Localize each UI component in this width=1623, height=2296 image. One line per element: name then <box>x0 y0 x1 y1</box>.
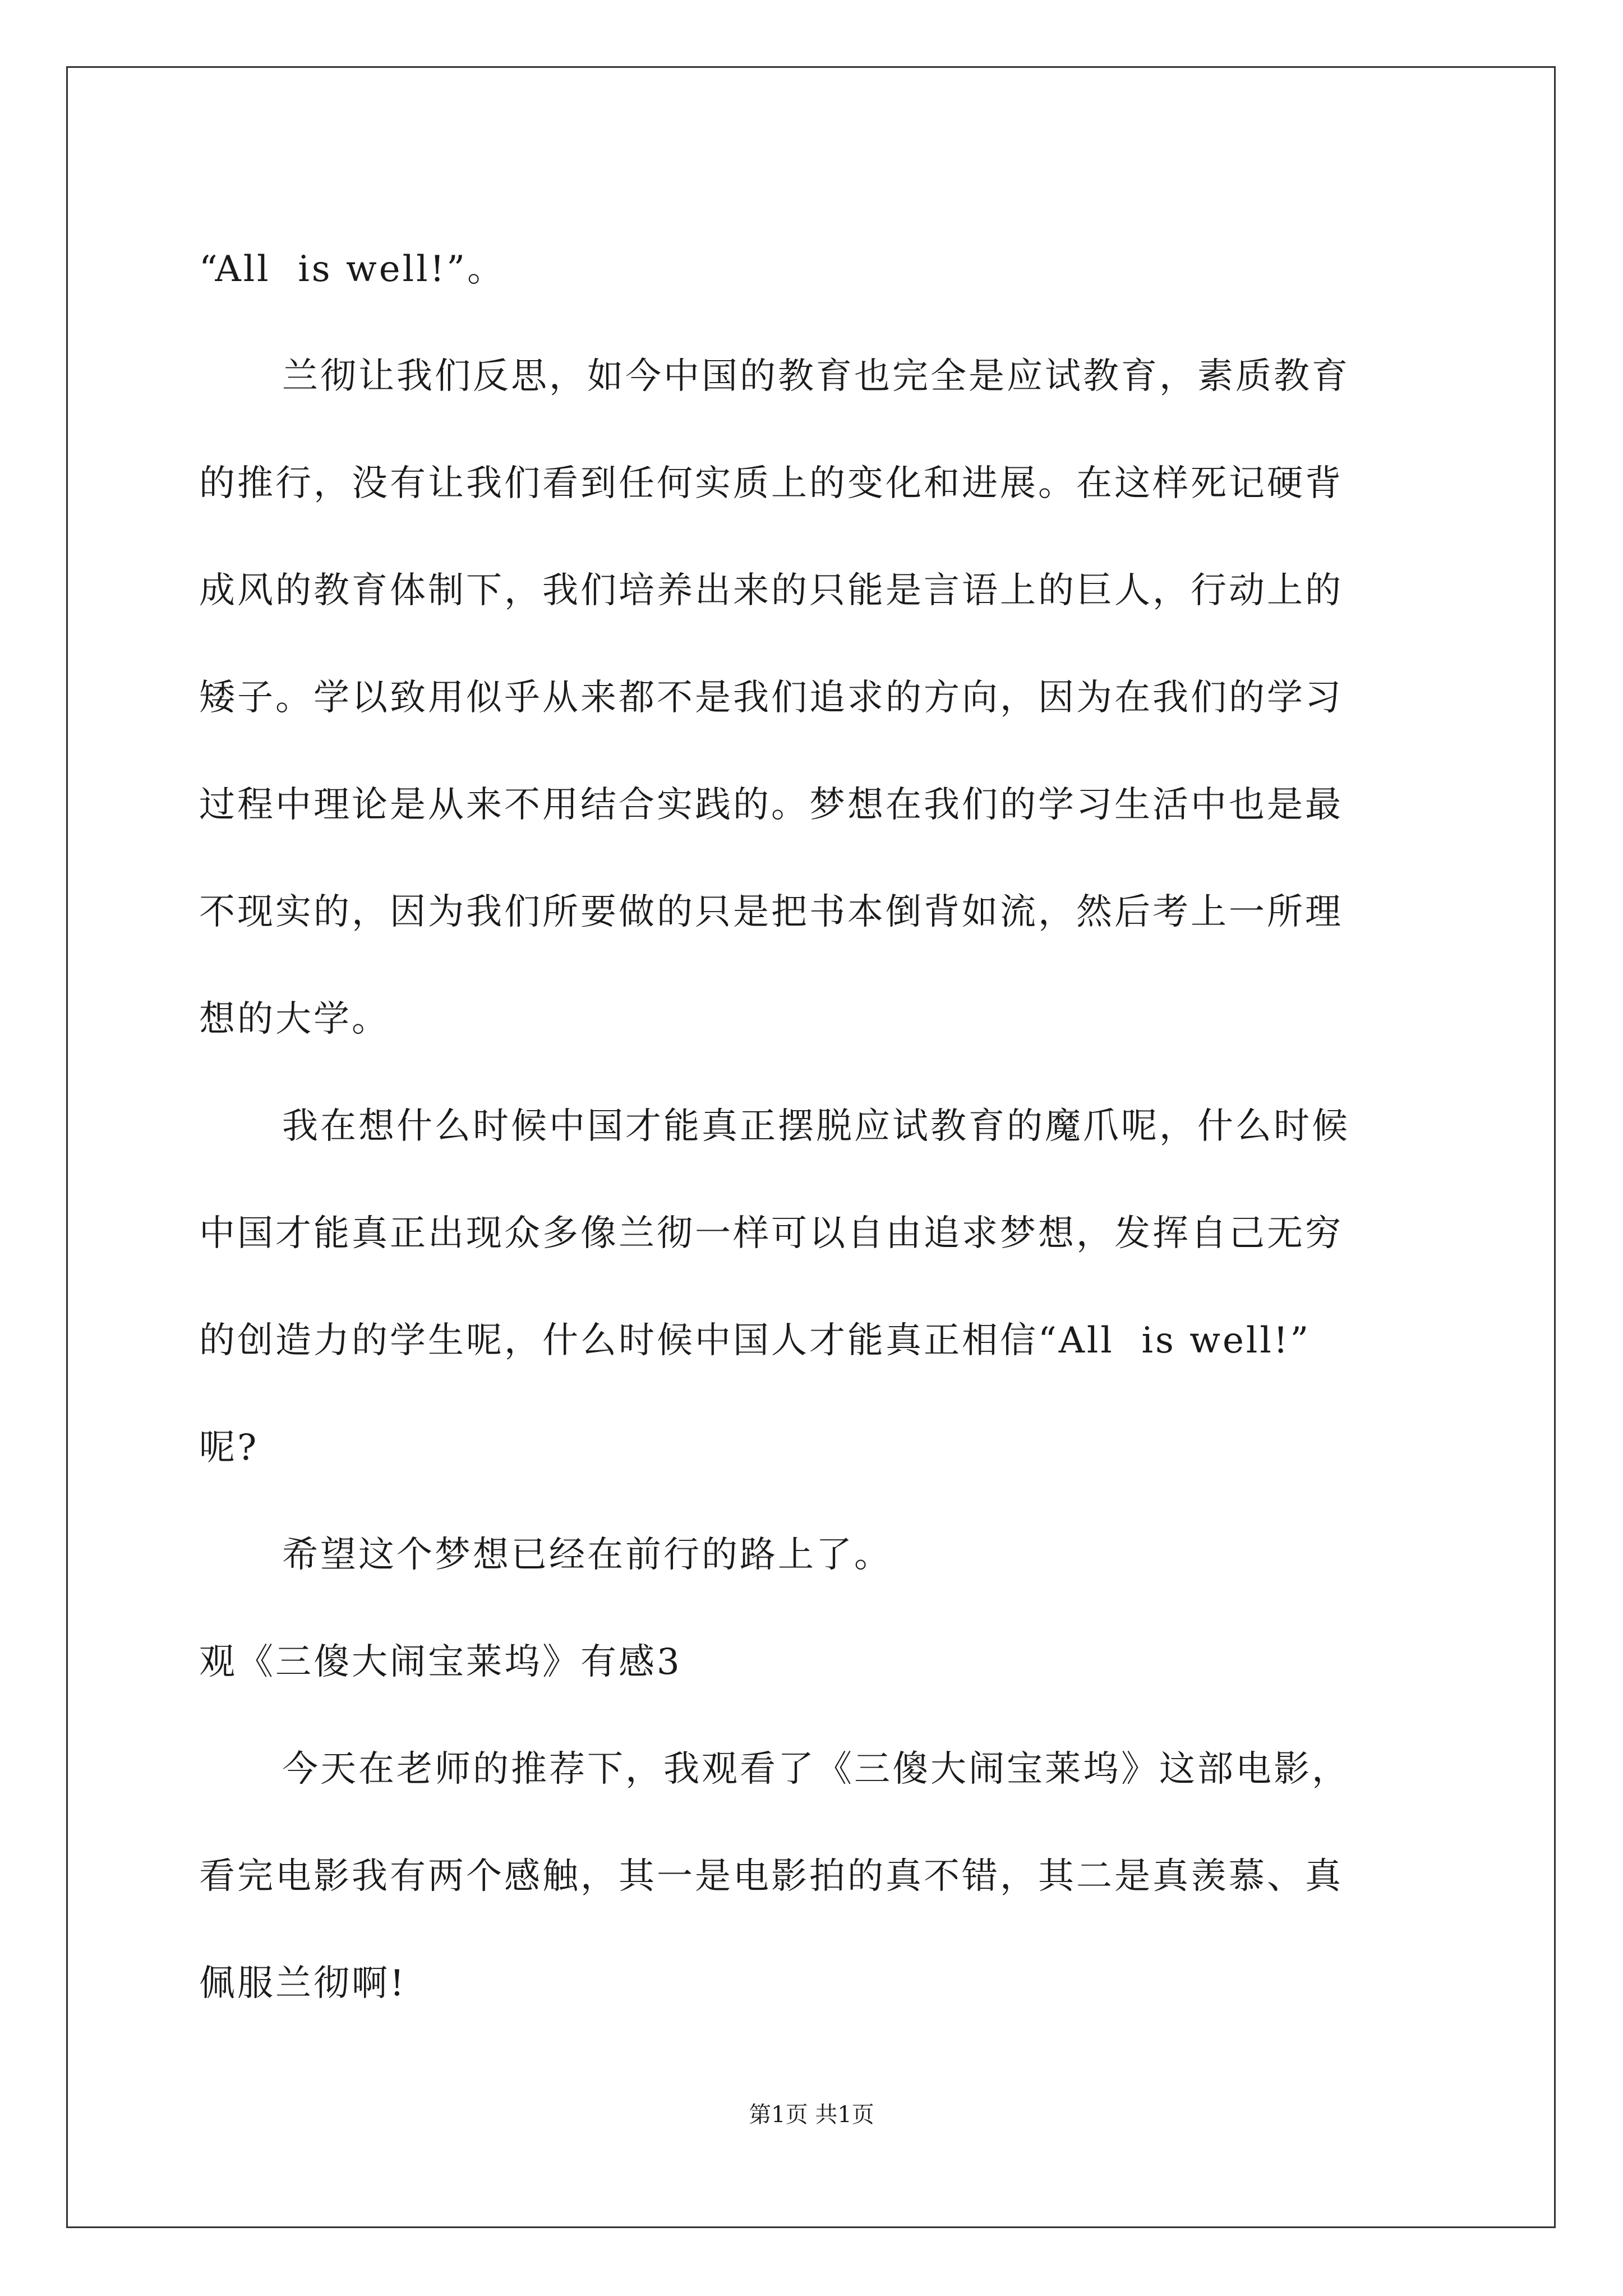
text-line: 成风的教育体制下，我们培养出来的只能是言语上的巨人，行动上的 <box>199 570 1343 611</box>
text-line: 的推行，没有让我们看到任何实质上的变化和进展。在这样死记硬背 <box>199 463 1343 504</box>
text-line: 中国才能真正出现众多像兰彻一样可以自由追求梦想，发挥自己无穷 <box>199 1213 1343 1254</box>
text-line: 的创造力的学生呢，什么时候中国人才能真正相信“All is well!” <box>199 1320 1311 1361</box>
text-line: 看完电影我有两个感触，其一是电影拍的真不错，其二是真羡慕、真 <box>199 1856 1343 1897</box>
text-line: 呢? <box>199 1427 259 1469</box>
paragraph-start-line: 今天在老师的推荐下，我观看了《三傻大闹宝莱坞》这部电影， <box>282 1749 1350 1790</box>
text-line: 矮子。学以致用似乎从来都不是我们追求的方向，因为在我们的学习 <box>199 677 1343 719</box>
text-line: 佩服兰彻啊! <box>199 1963 407 2004</box>
text-line: 想的大学。 <box>199 999 390 1040</box>
paragraph-start-line: 希望这个梦想已经在前行的路上了。 <box>282 1534 892 1576</box>
text-line: 不现实的，因为我们所要做的只是把书本倒背如流，然后考上一所理 <box>199 891 1343 933</box>
page-footer: 第1页 共1页 <box>749 2102 874 2128</box>
text-line: “All is well!”。 <box>199 249 505 290</box>
text-line: 过程中理论是从来不用结合实践的。梦想在我们的学习生活中也是最 <box>199 784 1343 826</box>
paragraph-start-line: 兰彻让我们反思，如今中国的教育也完全是应试教育，素质教育 <box>282 356 1350 397</box>
paragraph-start-line: 我在想什么时候中国才能真正摆脱应试教育的魔爪呢，什么时候 <box>282 1106 1350 1147</box>
document-body <box>199 216 1433 2037</box>
section-heading: 观《三傻大闹宝莱坞》有感3 <box>199 1641 682 1683</box>
